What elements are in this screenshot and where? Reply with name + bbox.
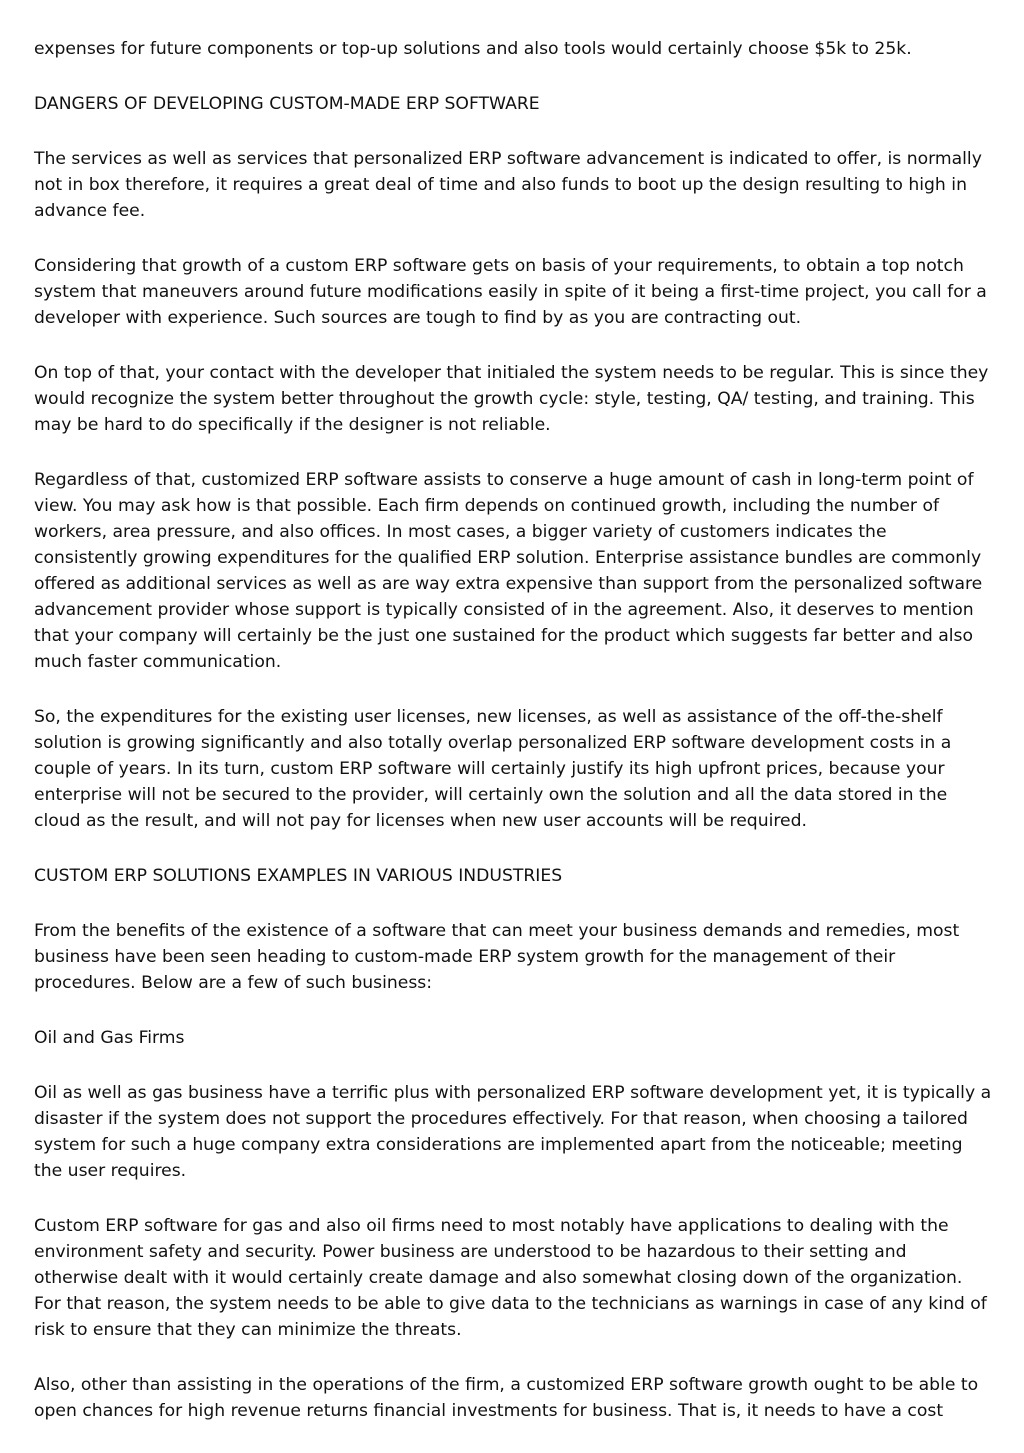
paragraph-contact: On top of that, your contact with the developer that initialed the system needs to be regular. This is since they would recognize the system better throughout the growth cycle: style, testing, QA/ testing, and training. This may be hard to do specifically if the designer is not reliable. xyxy=(34,363,989,435)
paragraph-services: The services as well as services that personalized ERP software advancement is indicated to offer, is normally not in box therefore, it requires a great deal of time and also funds to boot up the design resulting to high in advance fee. xyxy=(34,149,982,221)
paragraph-considering: Considering that growth of a custom ERP software gets on basis of your requirements, to obtain a top notch system that maneuvers around future modifications easily in spite of it being a first-time project, you call for a developer with experience. Such sources are tough to find by as you are contracting out. xyxy=(34,256,987,328)
section-heading-examples: CUSTOM ERP SOLUTIONS EXAMPLES IN VARIOUS INDUSTRIES xyxy=(34,866,563,886)
paragraph-expenditures: So, the expenditures for the existing user licenses, new licenses, as well as assistance of the off-the-shelf solution is growing significantly and also totally overlap personalized ERP software development costs in a couple of years. In its turn, custom ERP software will certainly justify its high upfront prices, because your enterprise will not be secured to the provider, will certainly own the solution and all the data stored in the cloud as the result, and will not pay for licenses when new user accounts will be required. xyxy=(34,707,952,831)
paragraph-custom-erp-oil: Custom ERP software for gas and also oil firms need to most notably have applications to dealing with the environment safety and security. Power business are understood to be hazardous to their setting and otherwise dealt with it would certainly create damage and also somewhat closing down of the organization. For that reason, the system needs to be able to give data to the technicians as warnings in case of any kind of risk to ensure that they can minimize the threats. xyxy=(34,1216,987,1340)
paragraph-benefits: From the benefits of the existence of a software that can meet your business demands and remedies, most business have been seen heading to custom-made ERP system growth for the management of their procedures. Below are a few of such business: xyxy=(34,921,960,993)
section-heading-dangers: DANGERS OF DEVELOPING CUSTOM-MADE ERP SOFTWARE xyxy=(34,94,540,114)
paragraph-regardless: Regardless of that, customized ERP software assists to conserve a huge amount of cash in long-term point of view. You may ask how is that possible. Each firm depends on continued growth, including the number of workers, area pressure, and also offices. In most cases, a bigger variety of customers indicates the consistently growing expenditures for the qualified ERP solution. Enterprise assistance bundles are commonly offered as additional services as well as are way extra expensive than support from the personalized software advancement provider whose support is typically consisted of in the agreement. Also, it deserves to mention that your company will certainly be the just one sustained for the product which suggests far better and also much faster communication. xyxy=(34,470,983,672)
paragraph-expenses: expenses for future components or top-up solutions and also tools would certainly choose $5k to 25k. xyxy=(34,39,912,59)
subheading-oil-gas: Oil and Gas Firms xyxy=(34,1028,185,1048)
paragraph-oil-gas: Oil as well as gas business have a terrific plus with personalized ERP software development yet, it is typically a disaster if the system does not support the procedures effectively. For that reason, when choosing a tailored system for such a huge company extra considerations are implemented apart from the noticeable; meeting the user requires. xyxy=(34,1083,992,1181)
paragraph-also: Also, other than assisting in the operations of the firm, a customized ERP software growth ought to be able to open chances for high revenue returns financial investments for business. That is, it needs to have a cost xyxy=(34,1375,979,1421)
document-page xyxy=(34,36,994,1453)
